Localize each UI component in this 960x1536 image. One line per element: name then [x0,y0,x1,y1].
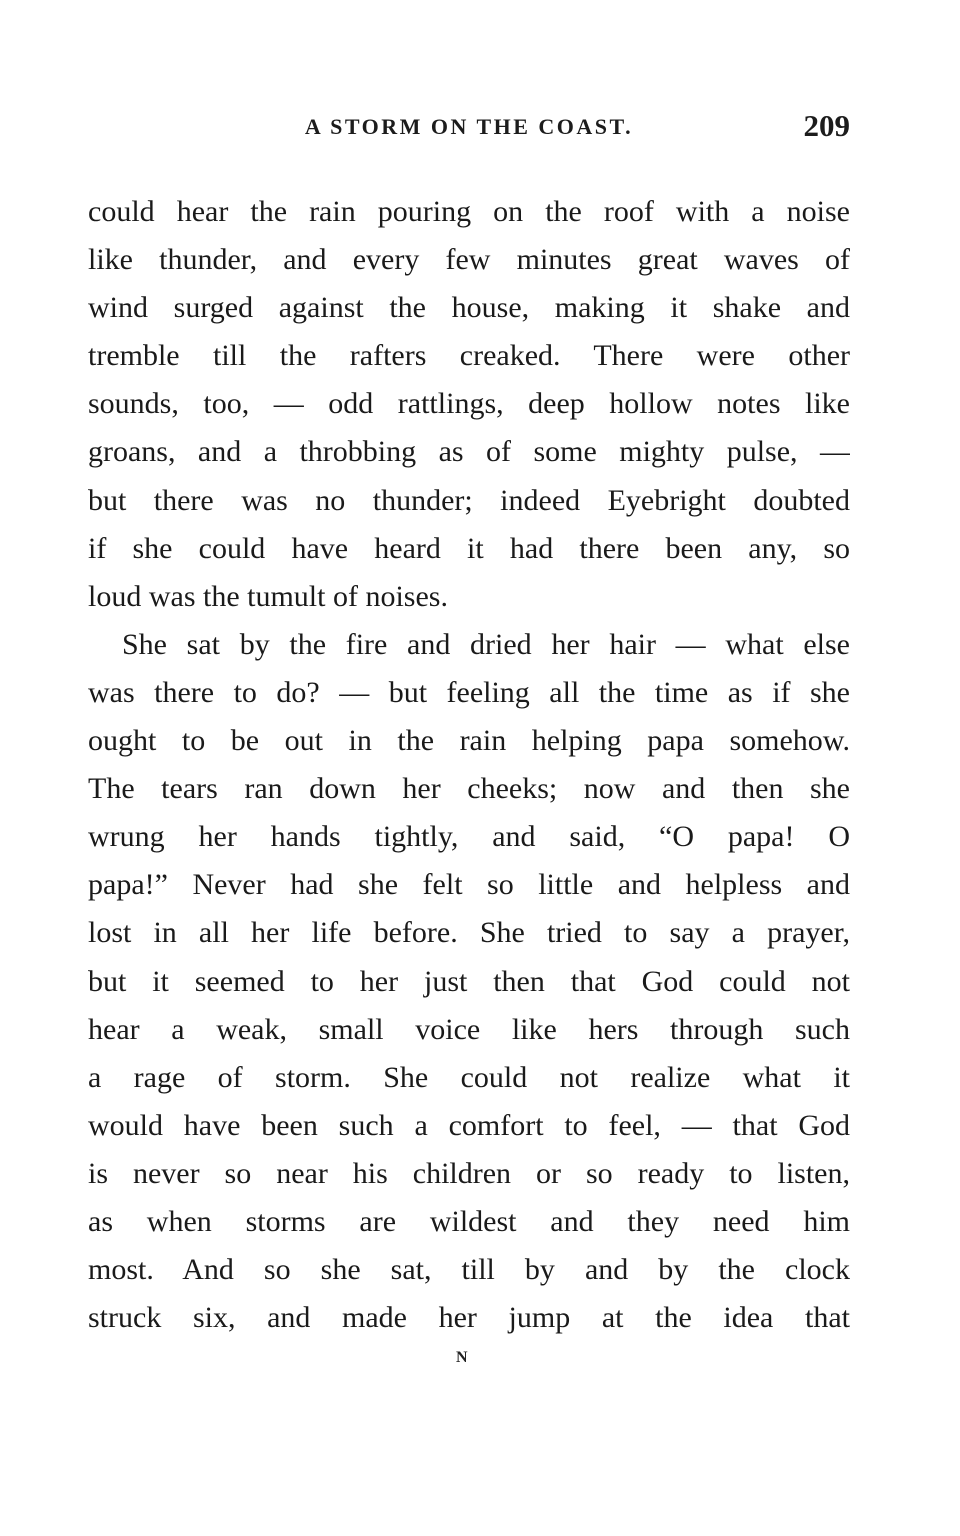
paragraph-1-line: but there was no thunder; indeed Eyebright doubted [88,483,850,517]
paragraph-1-line: could hear the rain pouring on the roof with a noise [88,195,850,228]
paragraph-2-line: hear a weak, small voice like hers through such [88,1012,850,1046]
paragraph-2-line: struck six, and made her jump at the idea that [88,1301,850,1335]
paragraph-1-line: wind surged against the house, making it shake and [88,291,850,325]
paragraph-2-line: The tears ran down her cheeks; now and then she [88,772,850,806]
running-head [88,108,850,148]
paragraph-2-line: was there to do? — but feeling all the time as if she [88,675,850,709]
paragraph-1-line: sounds, too, — odd rattlings, deep hollow notes like [88,387,850,421]
paragraph-2-line: wrung her hands tightly, and said, “O papa! O [88,820,850,854]
paragraph-2-line: is never so near his children or so ready to listen, [88,1156,850,1190]
paragraph-2-line: She sat by the fire and dried her hair — what else [122,627,850,661]
body-text [88,188,850,1342]
paragraph-1-line: like thunder, and every few minutes great waves of [88,243,850,277]
paragraph-2-line: lost in all her life before. She tried to say a prayer, [88,916,850,950]
page-number: 209 [803,108,850,143]
signature-mark: N [456,1349,468,1366]
paragraph-2-line: most. And so she sat, till by and by the clock [88,1253,850,1287]
paragraph-1-line: groans, and a throbbing as of some mighty pulse, — [88,435,850,469]
paragraph-2-line: but it seemed to her just then that God could not [88,964,850,998]
paragraph-1-line: tremble till the rafters creaked. There were other [88,339,850,373]
running-title: A STORM ON THE COAST. [304,114,634,139]
paragraph-1-line: if she could have heard it had there been any, so [88,531,850,565]
paragraph-2-line: would have been such a comfort to feel, — that God [88,1108,850,1142]
paragraph-2-line: as when storms are wildest and they need him [88,1204,850,1238]
paragraph-2-line: papa!” Never had she felt so little and helpless and [88,868,850,902]
paragraph-1-line: loud was the tumult of noises. [88,579,448,613]
paragraph-2-line: a rage of storm. She could not realize what it [88,1060,850,1094]
paragraph-2-line: ought to be out in the rain helping papa somehow. [88,724,850,758]
